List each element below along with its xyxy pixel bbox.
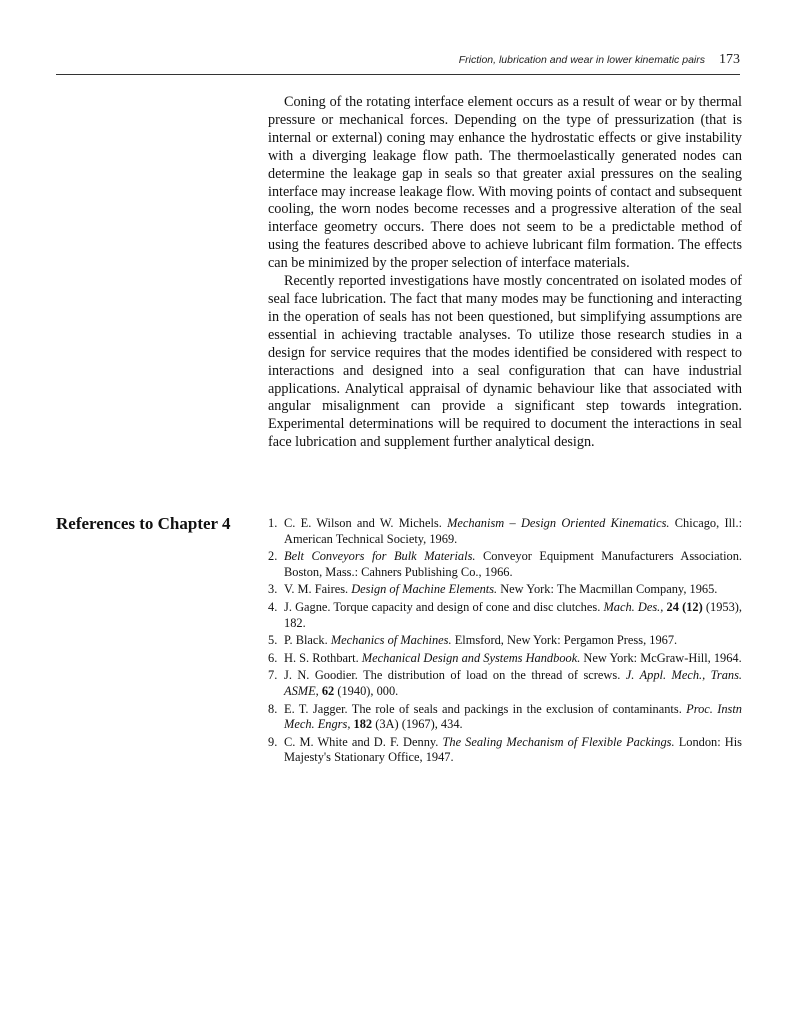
- reference-number: 5.: [268, 633, 278, 648]
- reference-number: 9.: [268, 734, 278, 749]
- reference-number: 1.: [268, 516, 278, 530]
- reference-number: 2.: [268, 549, 278, 564]
- paragraph: Recently reported investigations have mostly concentrated on isolated modes of seal face lubrication. The fact that many modes may be functioning and interacting in the operation of seals has not been questioned, but simplifying assumptions are essential in achieving tractable analyses. To utilize those research studies in a design for service requires that the modes identified be considered with respect to interactions and designed into a seal configuration that can have industrial applications. Analytical appraisal of dynamic behaviour like that associated with angular misalignment can provide a significant step towards integration. Experimental determinations will be required to document the interactions in seal face lubrication and supplement further analytical design.: [268, 273, 742, 451]
- reference-number: 3.: [268, 582, 278, 597]
- reference-number: 7.: [268, 668, 278, 683]
- body-text: [268, 94, 742, 452]
- running-head: [459, 52, 740, 68]
- header-rule: [56, 74, 740, 75]
- page-number: 173: [719, 52, 740, 67]
- running-title: Friction, lubrication and wear in lower kinematic pairs: [458, 54, 705, 66]
- reference-item: 2. Belt Conveyors for Bulk Materials. Conveyor Equipment Manufacturers Association. Boston, Mass.: Cahners Publishing Co., 1966.: [268, 549, 742, 579]
- reference-item: 1. C. E. Wilson and W. Michels. Mechanism – Design Oriented Kinematics. Chicago, Ill.: American Technical Society, 1969.: [268, 516, 743, 546]
- reference-item: 7. J. N. Goodier. The distribution of load on the thread of screws. J. Appl. Mech., Trans. ASME, 62 (1940), 000.: [268, 668, 743, 698]
- reference-list: [268, 516, 742, 768]
- reference-number: 8.: [268, 701, 278, 716]
- reference-item: 5. P. Black. Mechanics of Machines. Elmsford, New York: Pergamon Press, 1967.: [268, 633, 678, 648]
- reference-number: 4.: [268, 599, 278, 614]
- references-heading: References to Chapter 4: [56, 514, 231, 533]
- reference-number: 6.: [268, 650, 278, 665]
- reference-item: 4. J. Gagne. Torque capacity and design of cone and disc clutches. Mach. Des., 24 (12) (1953), 182.: [268, 599, 743, 630]
- reference-item: 8. E. T. Jagger. The role of seals and packings in the exclusion of contaminants. Proc. Instn Mech. Engrs, 182 (3A) (1967), 434.: [268, 701, 743, 732]
- reference-item: 3. V. M. Faires. Design of Machine Elements. New York: The Macmillan Company, 1965.: [268, 582, 718, 597]
- reference-item: 6. H. S. Rothbart. Mechanical Design and Systems Handbook. New York: McGraw-Hill, 1964.: [268, 650, 742, 665]
- paragraph: Coning of the rotating interface element occurs as a result of wear or by thermal pressure or mechanical forces. Depending on the type of pressurization (that is internal or external) coning may enhance the hydrostatic effects or give instability with a diverging leakage flow path. The thermoelastically generated nodes can determine the leakage gap in seals so that greater axial pressures on the sealing interface may increase leakage flow. With moving points of contact and subsequent cooling, the worn nodes become recesses and a progressive alteration of the seal interface geometry occurs. There does not seem to be a predictable method of using the features described above to achieve lubricant film formation. The effects can be minimized by the proper selection of interface materials.: [268, 94, 742, 272]
- reference-item: 9. C. M. White and D. F. Denny. The Sealing Mechanism of Flexible Packings. London: His Majesty's Stationary Office, 1947.: [268, 734, 742, 765]
